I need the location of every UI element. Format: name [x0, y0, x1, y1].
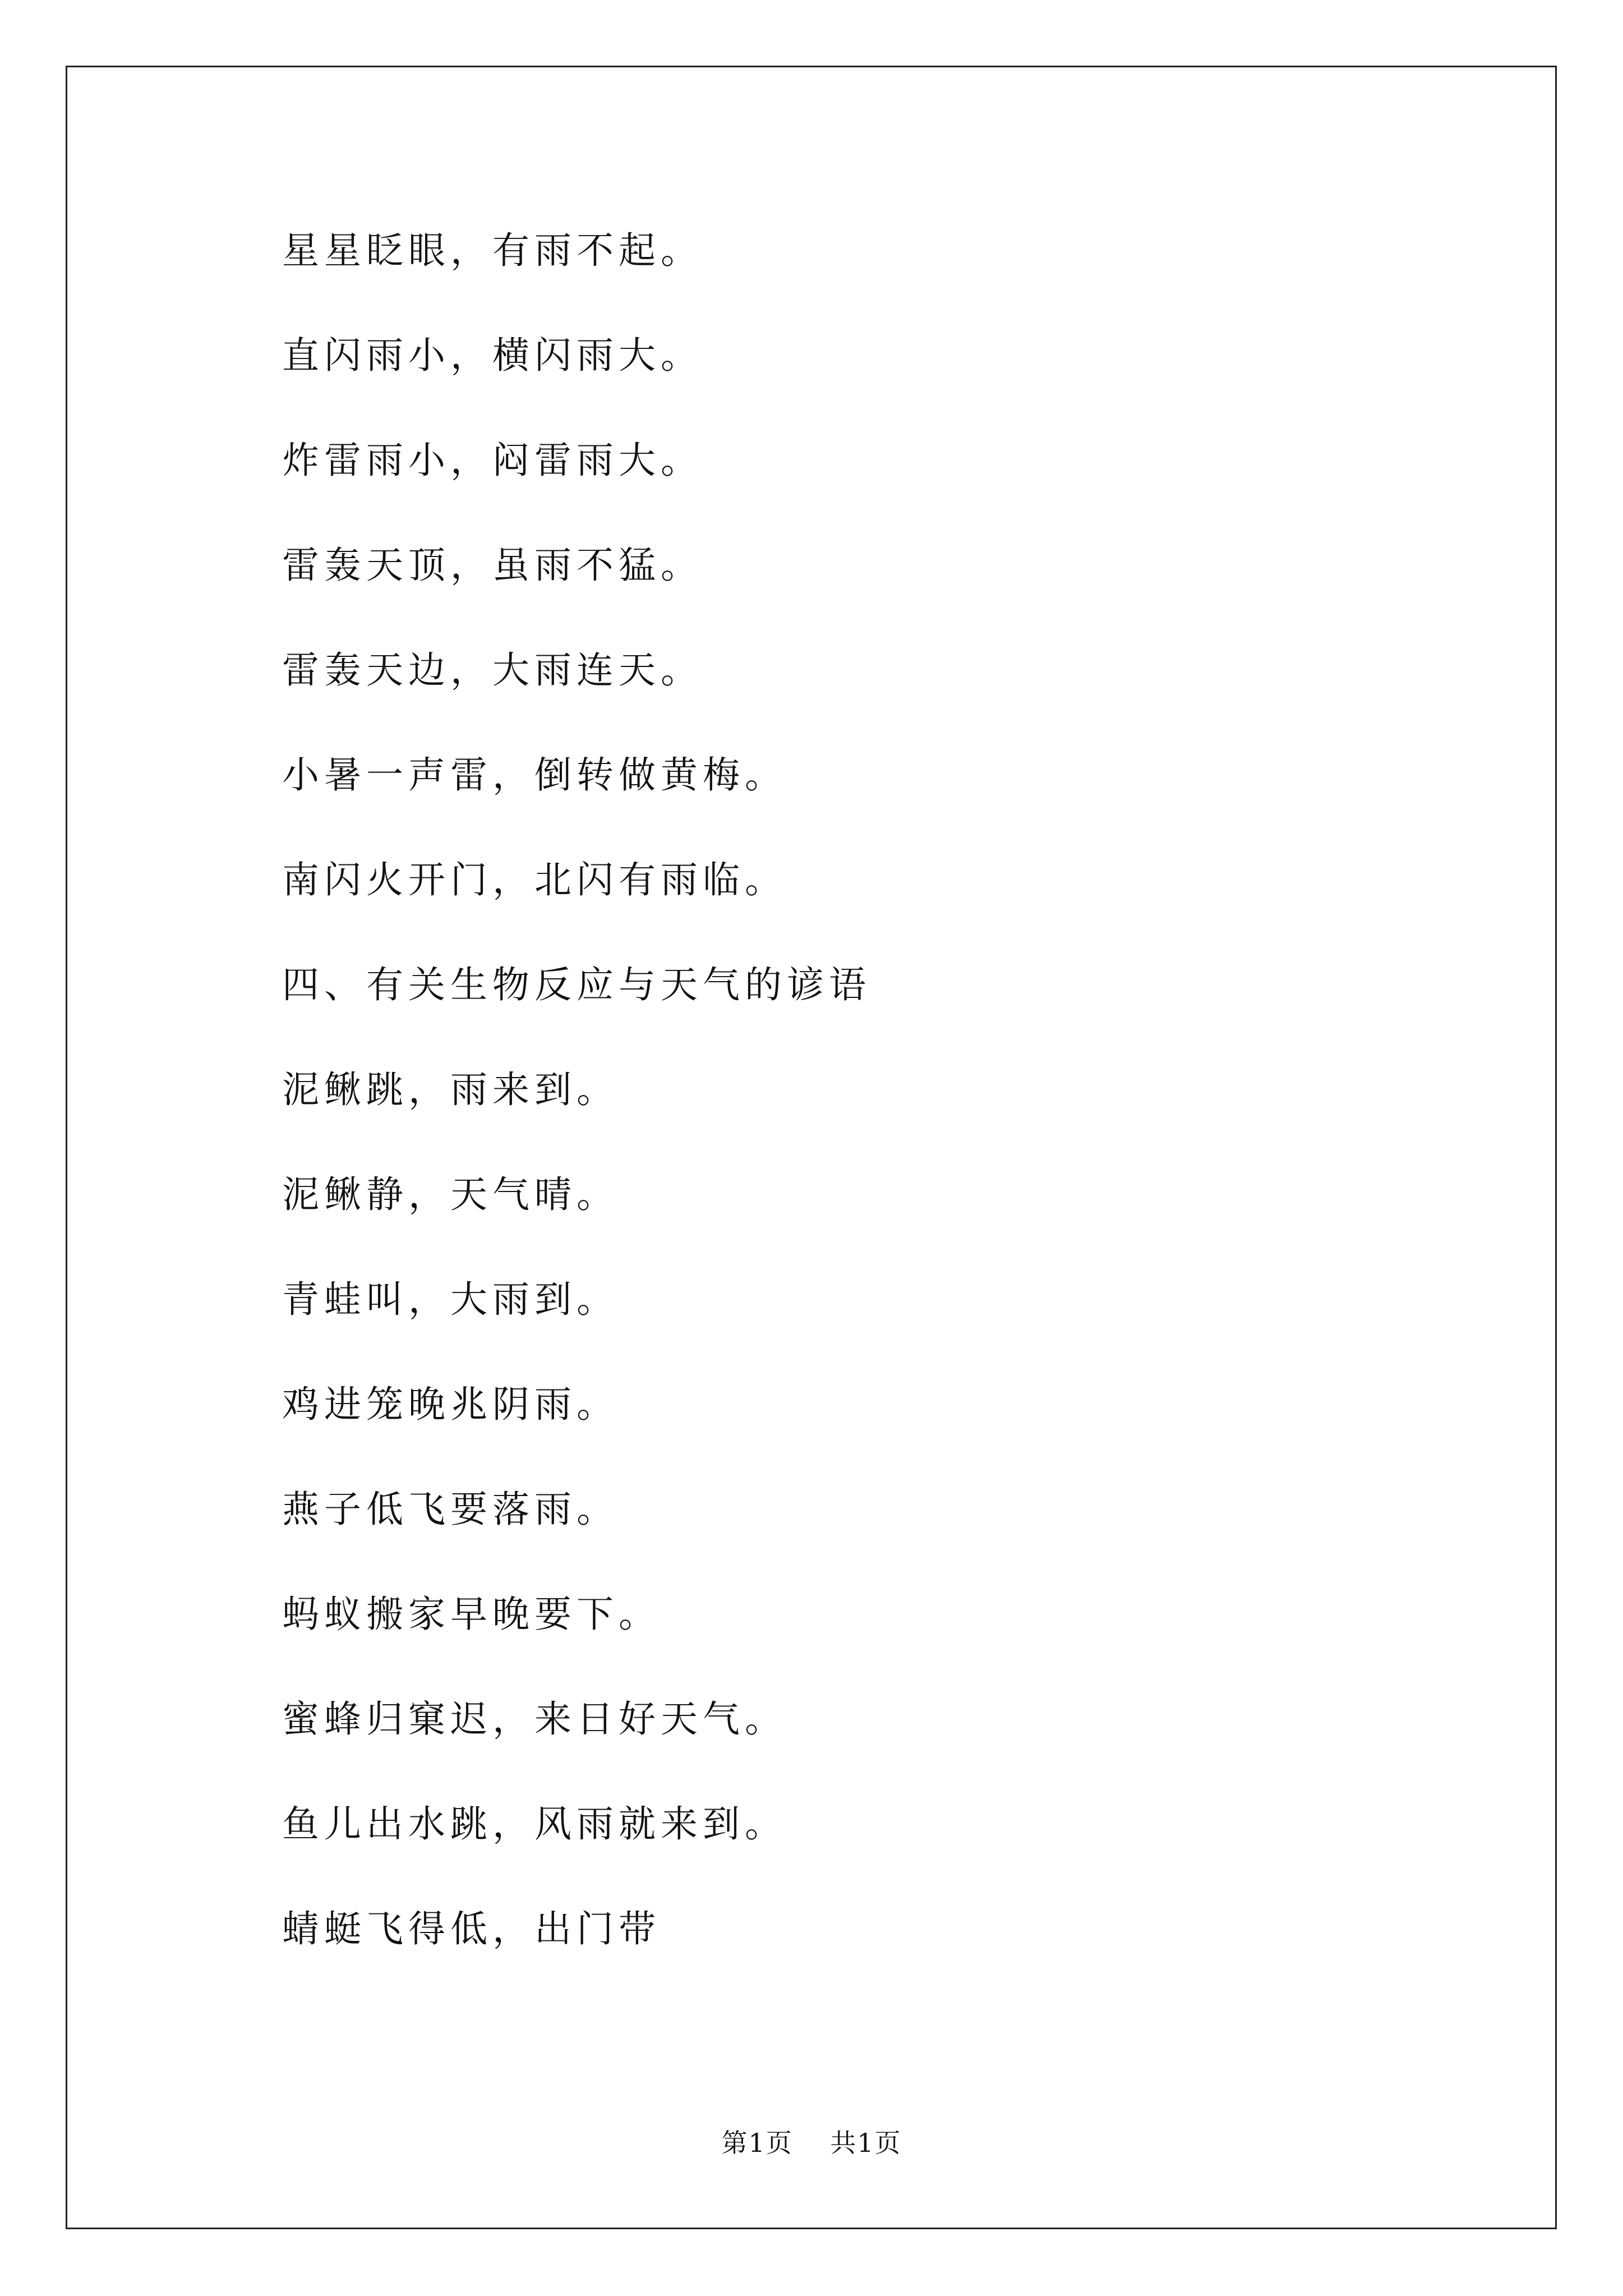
text-line: 雷轰天顶，虽雨不猛。: [282, 544, 703, 587]
page-footer: [0, 2126, 1623, 2160]
page-total: 共1页: [830, 2128, 902, 2158]
text-line: 星星眨眼，有雨不起。: [282, 229, 703, 272]
text-line: 青蛙叫，大雨到。: [282, 1278, 619, 1321]
text-line: 雷轰天边，大雨连天。: [282, 648, 703, 692]
text-line: 蜻蜓飞得低，出门带: [282, 1907, 661, 1950]
page-number: 第1页: [721, 2128, 793, 2158]
page-border: [66, 66, 1557, 2229]
text-line: 南闪火开门，北闪有雨临。: [282, 858, 787, 901]
text-line: 泥鳅静，天气晴。: [282, 1173, 619, 1216]
text-line: 炸雷雨小，闷雷雨大。: [282, 439, 703, 482]
text-line: 直闪雨小，横闪雨大。: [282, 334, 703, 377]
text-line: 泥鳅跳，雨来到。: [282, 1068, 619, 1111]
section-heading: 四、有关生物反应与天气的谚语: [282, 963, 871, 1006]
text-line: 鱼儿出水跳，风雨就来到。: [282, 1802, 787, 1846]
text-line: 蜜蜂归窠迟，来日好天气。: [282, 1697, 787, 1741]
text-line: 鸡进笼晚兆阴雨。: [282, 1383, 619, 1426]
text-line: 小暑一声雷，倒转做黄梅。: [282, 753, 787, 797]
text-line: 燕子低飞要落雨。: [282, 1488, 619, 1531]
text-line: 蚂蚁搬家早晚要下。: [282, 1593, 661, 1636]
